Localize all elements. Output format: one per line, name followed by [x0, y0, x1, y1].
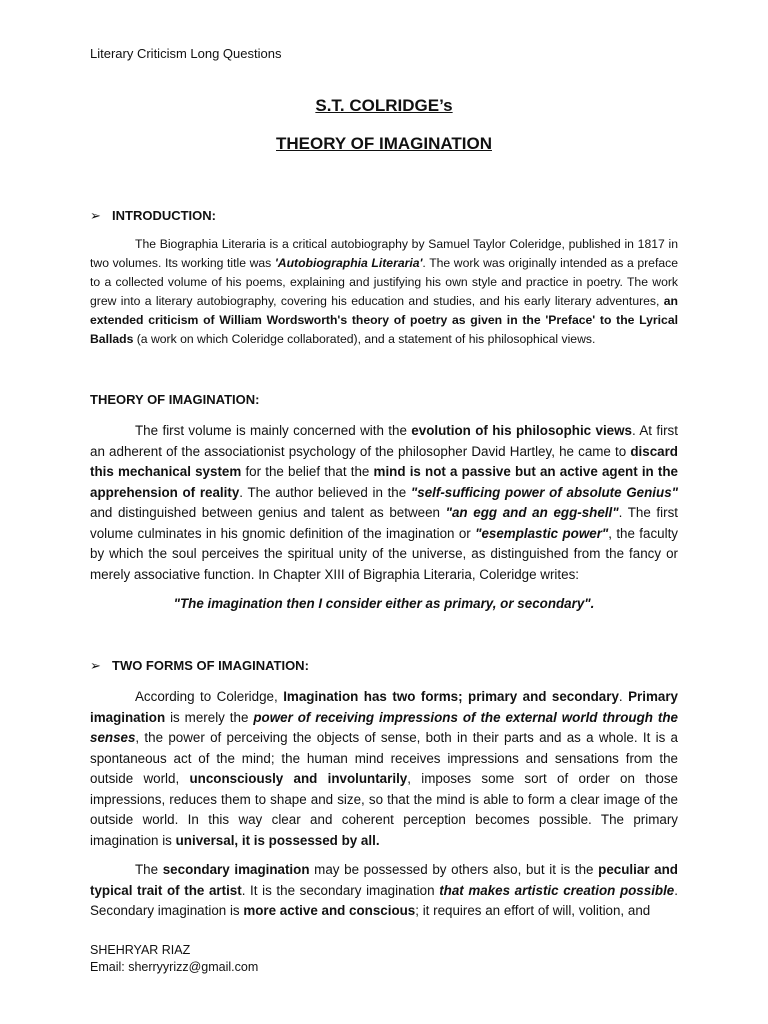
forms2-text-1: secondary imagination	[162, 862, 310, 877]
theory-text-3: discard this mechanical system	[90, 443, 678, 479]
forms1-text-8: , imposes some sort of order on those impressions, reduces them to shape and size, so that the mind is able to form a clear image of the outside world. In this way clear and coherent perception becomes possible. The primary imagination is	[90, 771, 678, 848]
forms1-text-9: universal, it is possessed by all.	[175, 832, 380, 848]
theory-text-5: mind is not a passive but an active agent in the apprehension of reality	[90, 464, 678, 500]
forms2-text-7: more active and conscious	[243, 903, 416, 918]
forms-heading	[90, 658, 309, 674]
theory-text-11: "esemplastic power"	[475, 525, 609, 541]
author-name: SHEHRYAR RIAZ	[90, 943, 191, 957]
forms-paragraph-2	[90, 860, 678, 922]
coleridge-quote: "The imagination then I consider either as primary, or secondary".	[173, 596, 595, 611]
intro-paragraph	[90, 235, 678, 349]
forms2-text-6: . Secondary imagination is	[90, 882, 678, 918]
title-line-1: S.T. COLRIDGE’s	[315, 96, 453, 115]
theory-heading: THEORY OF IMAGINATION:	[90, 392, 260, 407]
theory-text-7: "self-sufficing power of absolute Genius"	[410, 484, 678, 500]
intro-text-0: The Biographia Literaria is a critical autobiography by Samuel Taylor Coleridge, published in 1817 in two volumes. Its working title was	[90, 237, 678, 270]
forms1-text-7: unconsciously and involuntarily	[189, 771, 408, 786]
theory-text-9: "an egg and an egg-shell"	[445, 505, 619, 520]
intro-heading-text: INTRODUCTION:	[112, 208, 216, 223]
forms2-text-3: peculiar and typical trait of the artist	[90, 862, 678, 898]
intro-text-1: 'Autobiographia Literaria'	[274, 256, 423, 270]
forms1-text-3: Primary imagination	[90, 689, 678, 725]
theory-text-6: . The author believed in the	[239, 484, 411, 500]
intro-text-3: an extended criticism of William Wordsworth's theory of poetry as given in the 'Preface' to the Lyrical Ballads	[90, 294, 678, 346]
theory-text-0: The first volume is mainly concerned with the	[135, 423, 412, 438]
theory-text-8: and distinguished between genius and talent as between	[90, 505, 446, 520]
forms2-text-5: that makes artistic creation possible	[439, 882, 675, 898]
forms1-text-1: Imagination has two forms; primary and secondary	[283, 689, 619, 704]
forms2-text-4: . It is the secondary imagination	[241, 882, 440, 898]
page-footer	[90, 942, 258, 976]
forms2-text-8: ; it requires an effort of will, volition, and	[415, 903, 651, 918]
theory-text-12: , the faculty by which the soul perceives the spiritual unity of the universe, as distinguished from the fancy or merely associative function. In Chapter XIII of Bigraphia Literaria, Coleridge writes:	[90, 525, 678, 582]
arrow-bullet-icon: ➢	[90, 658, 101, 673]
theory-paragraph	[90, 421, 678, 585]
forms1-text-0: According to Coleridge,	[135, 689, 284, 704]
forms-heading-text: TWO FORMS OF IMAGINATION:	[112, 658, 309, 673]
forms-paragraph-1	[90, 687, 678, 851]
forms2-text-2: may be possessed by others also, but it is the	[309, 862, 599, 877]
forms1-text-4: is merely the	[165, 709, 254, 725]
theory-text-2: . At first an adherent of the associationist psychology of the philosopher David Hartley, he came to	[90, 423, 678, 459]
title-line-2: THEORY OF IMAGINATION	[276, 134, 492, 153]
theory-text-1: evolution of his philosophic views	[411, 423, 632, 438]
author-email: Email: sherryyrizz@gmail.com	[90, 960, 259, 974]
theory-text-4: for the belief that the	[241, 464, 374, 479]
theory-text-10: . The first volume culminates in his gnomic definition of the imagination or	[90, 505, 678, 541]
page-header: Literary Criticism Long Questions	[90, 46, 282, 61]
intro-text-4: (a work on which Coleridge collaborated), and a statement of his philosophical views.	[133, 332, 596, 346]
forms1-text-2: .	[618, 689, 629, 704]
forms2-text-0: The	[135, 862, 163, 877]
arrow-bullet-icon: ➢	[90, 208, 101, 223]
intro-text-2: . The work was originally intended as a preface to a collected volume of his poems, explaining and justifying his own style and practice in poetry. The work grew into a literary autobiography, covering his education and studies, and his early literary adventures,	[90, 256, 678, 308]
forms1-text-6: , the power of perceiving the objects of sense, both in their parts and as a whole. It is a spontaneous act of the mind; the human mind receives impressions and sensations from the outside world,	[90, 730, 678, 786]
forms1-text-5: power of receiving impressions of the external world through the senses	[90, 709, 678, 745]
intro-heading	[90, 208, 216, 224]
